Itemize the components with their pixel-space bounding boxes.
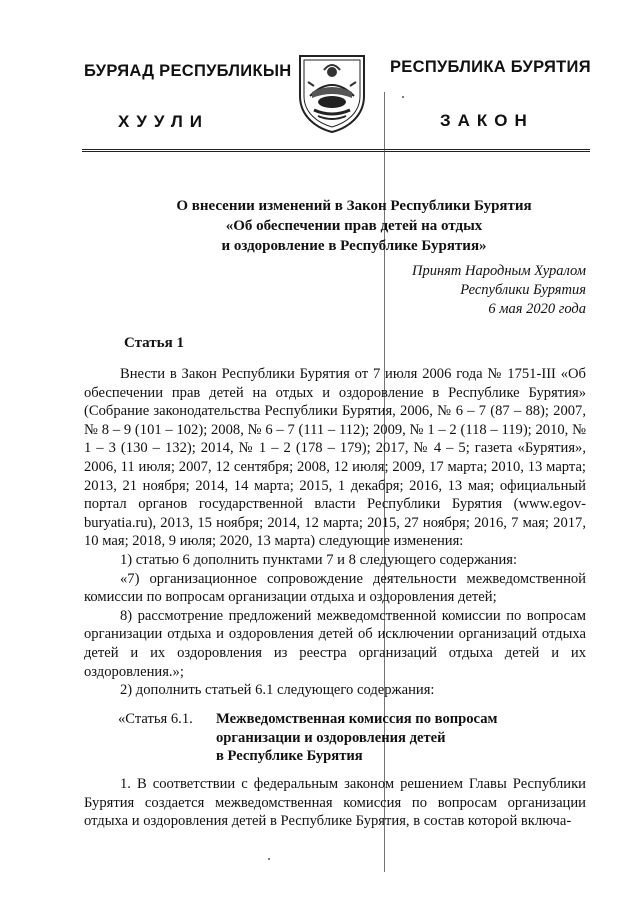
scan-speck: [268, 858, 270, 860]
header-right-title: РЕСПУБЛИКА БУРЯТИЯ: [390, 58, 591, 76]
law-title-line: и оздоровление в Республике Бурятия»: [221, 238, 487, 254]
adoption-line: Республики Бурятия: [460, 282, 586, 298]
coat-of-arms-emblem-icon: [294, 52, 370, 134]
header-left-word: ХУУЛИ: [118, 112, 209, 131]
article-6-1-body: [84, 775, 586, 831]
law-title: [120, 196, 588, 256]
article-1-item-1-point-7: «7) организационное сопровождение деятельности межведомственной комиссии по вопросам организации отдыха и оздоровления детей;: [84, 570, 586, 606]
article-1-body: [84, 365, 586, 700]
scan-speck: [402, 96, 404, 98]
article-1-item-1-point-8: 8) рассмотрение предложений межведомственной комиссии по вопросам организации отдыха и оздоровления детей об исключении организаций отдыха детей и их оздоровления из реестра организаций отдыха детей и их оздоровления.»;: [84, 607, 586, 680]
article-6-1-heading: [118, 710, 578, 766]
adoption-date: 6 мая 2020 года: [488, 301, 586, 317]
article-1-intro: Внести в Закон Республики Бурятия от 7 июля 2006 года № 1751-III «Об обеспечении прав детей на отдых и оздоровление в Республике Бурятия» (Собрание законодательства Республики Бурятия, 2006, № 6 – 7 (87 – 88); 2007, № 8 – 9 (101 – 102); 2008, № 6 – 7 (111 – 112); 2009, № 1 – 2 (118 – 119); 2010, № 1 – 3 (130 – 132); 2014, № 1 – 2 (178 – 179); 2017, № 4 – 5; газета «Бурятия», 2006, 11 июля; 2007, 12 сентября; 2008, 12 июля; 2009, 17 марта; 2010, 13 марта; 2013, 21 ноября; 2014, 14 марта; 2015, 1 декабря; 2016, 13 мая; официальный портал органов государственной власти Республики Бурятия (www.egov-buryatia.ru), 2013, 15 ноября; 2014, 12 марта; 2015, 27 ноября; 2016, 7 мая; 2017, 10 мая; 2018, 9 июля; 2020, 13 марта) следующие изменения:: [84, 366, 586, 550]
header-right-word: ЗАКОН: [440, 111, 534, 130]
adoption-line: Принят Народным Хуралом: [411, 263, 586, 279]
law-title-line: О внесении изменений в Закон Республики Бурятия: [176, 198, 532, 214]
article-6-1-title: [216, 710, 536, 766]
article-1-item-1: 1) статью 6 дополнить пунктами 7 и 8 следующего содержания:: [120, 551, 518, 568]
article-6-1-title-line: в Республике Бурятия: [216, 748, 363, 765]
header-divider: [82, 149, 590, 154]
header-left-title: БУРЯАД РЕСПУБЛИКЫН: [84, 62, 292, 80]
article-6-1-title-line: Межведомственная комиссия по вопросам: [216, 711, 498, 727]
article-6-1-title-line: организации и оздоровления детей: [216, 729, 446, 746]
article-6-1-label: «Статья 6.1.: [118, 711, 193, 727]
article-6-1-paragraph-1: 1. В соответствии с федеральным законом решением Главы Республики Бурятия создается межведомственная комиссия по вопросам организации отдыха и оздоровления детей в Республике Бурятия, в состав которой включа-: [84, 776, 586, 830]
article-1-item-2: 2) дополнить статьей 6.1 следующего содержания:: [120, 682, 435, 699]
law-title-line: «Об обеспечении прав детей на отдых: [225, 218, 483, 234]
adoption-note: [360, 262, 586, 319]
article-1-heading: Статья 1: [124, 335, 184, 351]
